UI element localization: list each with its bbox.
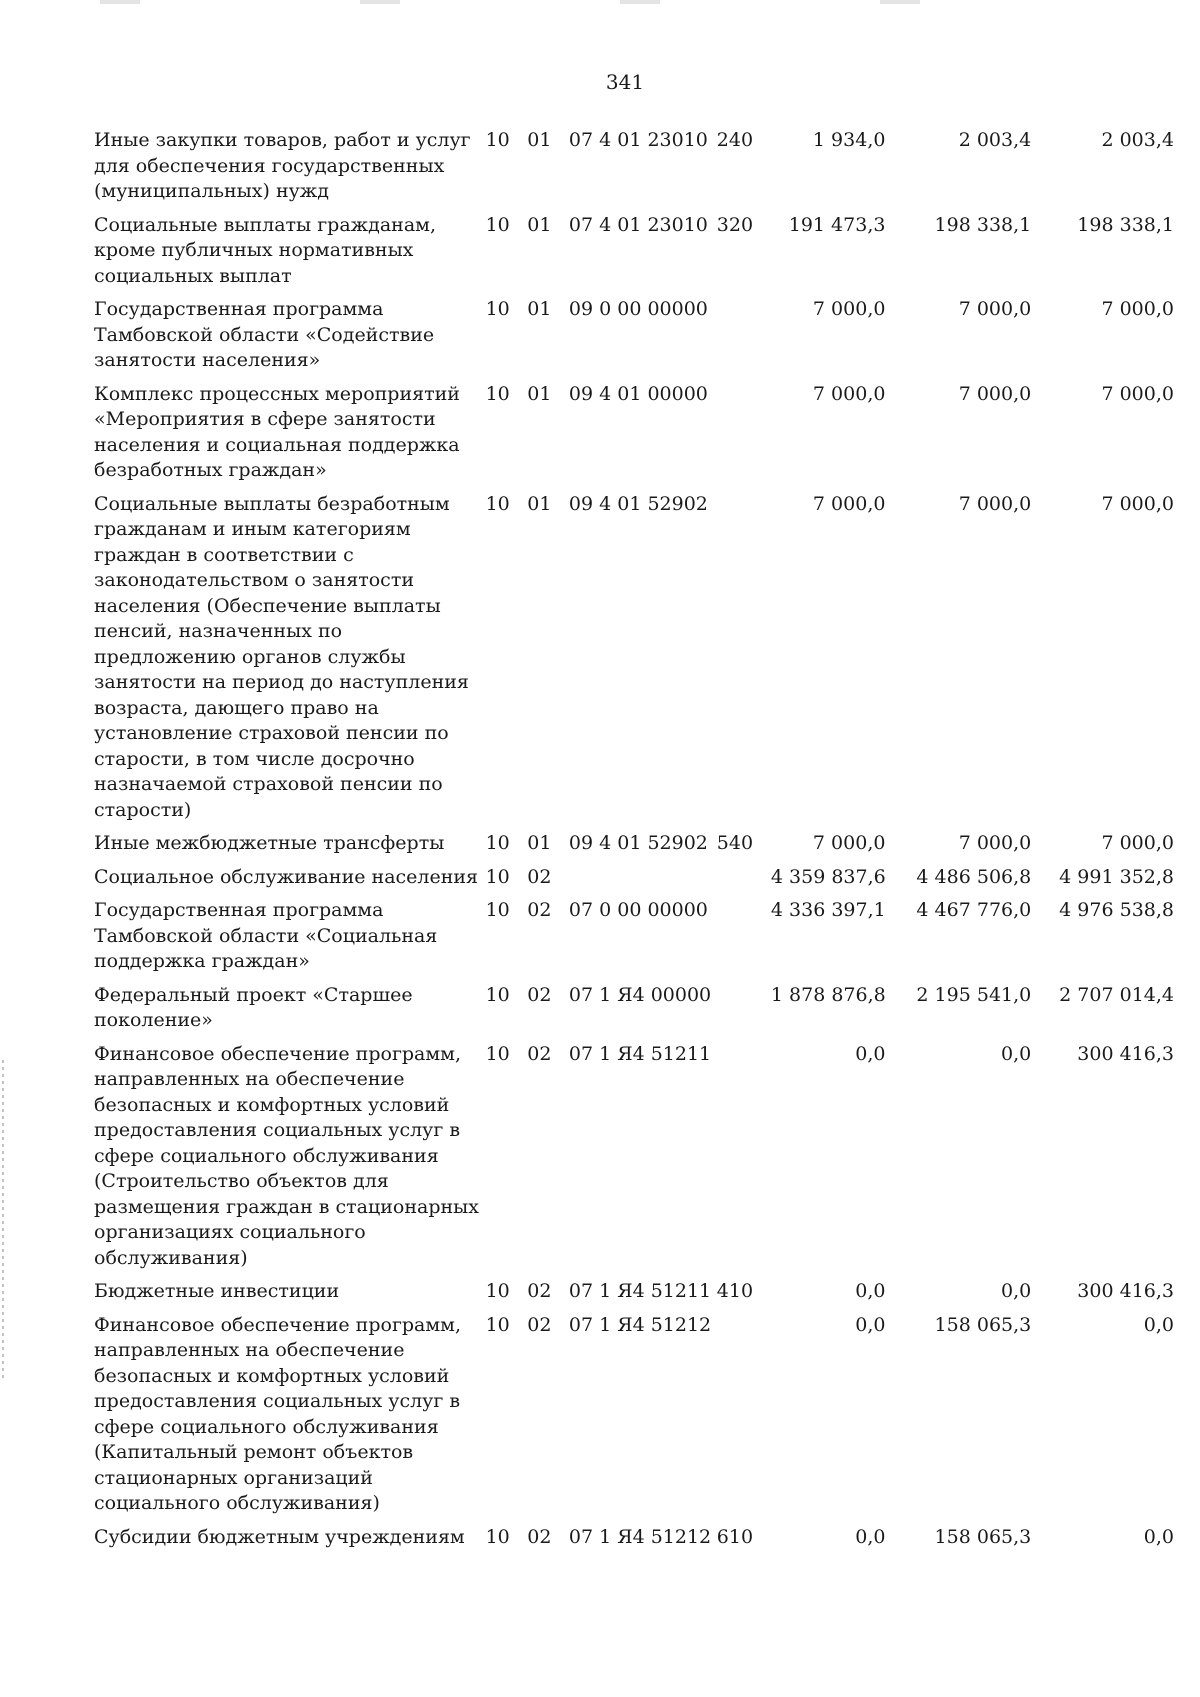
amount-year-3-cell: 198 338,1 [1077,213,1174,236]
amount-year-2-cell: 7 000,0 [958,832,1032,854]
section-code-cell: 10 [485,983,510,1006]
table-row [94,297,1174,382]
table-row [94,831,1174,865]
subsection-code-cell: 01 [527,129,552,151]
amount-year-3-cell: 4 991 352,8 [1059,865,1174,888]
subsection-code-cell: 01 [527,298,552,320]
row-name-cell: Государственная программа Тамбовской области «Содействие занятости населения» [94,298,435,371]
table-row [94,1313,1174,1525]
amount-year-2-cell: 158 065,3 [934,1313,1032,1336]
target-article-cell: 07 1 Я4 51212 [568,1525,712,1548]
expense-type-cell [717,1042,771,1280]
row-name-cell: Комплекс процессных мероприятий «Мероприятия в сфере занятости населения и социальная поддержка безработных граждан» [94,382,460,481]
amount-year-3-cell: 300 416,3 [1077,1280,1174,1302]
row-name-cell: Субсидии бюджетным учреждениям [94,1525,465,1548]
table-row [94,382,1174,492]
target-article-cell: 07 0 00 00000 [568,899,708,921]
subsection-code-cell: 01 [527,382,552,405]
expense-type-cell [717,1313,771,1525]
section-code-cell: 10 [485,129,510,151]
amount-year-1-cell: 7 000,0 [812,832,886,854]
row-name-cell: Федеральный проект «Старшее поколение» [94,983,413,1031]
row-name-cell: Финансовое обеспечение программ, направленных на обеспечение безопасных и комфортных условий предоставления социальных услуг в сфере социального обслуживания (Строительство объектов для размещения граждан в стационарных организациях социального обслуживания) [94,1042,479,1269]
expense-type-cell [717,382,771,492]
expense-type-cell: 410 [716,1280,754,1302]
section-code-cell: 10 [485,865,510,888]
target-article-cell: 07 4 01 23010 [568,129,708,151]
amount-year-3-cell: 300 416,3 [1077,1042,1174,1065]
page-number: 341 [605,70,645,94]
amount-year-1-cell: 7 000,0 [812,382,886,405]
budget-table-body [94,128,1174,1558]
amount-year-1-cell: 7 000,0 [812,298,886,320]
section-code-cell: 10 [485,1525,510,1548]
table-row [94,865,1174,899]
amount-year-2-cell: 7 000,0 [958,492,1032,515]
section-code-cell: 10 [485,1313,510,1336]
subsection-code-cell: 02 [527,865,552,888]
amount-year-1-cell: 191 473,3 [788,213,886,236]
target-article-cell: 09 4 01 00000 [568,382,708,405]
row-name-cell: Иные межбюджетные трансферты [94,832,445,854]
expense-type-cell [717,898,771,983]
amount-year-2-cell: 7 000,0 [958,382,1032,405]
scan-edge-artifact [100,0,1060,4]
expense-type-cell: 240 [716,129,754,151]
amount-year-3-cell: 0,0 [1143,1313,1174,1336]
subsection-code-cell: 02 [527,1525,552,1548]
table-row [94,983,1174,1042]
scan-margin-artifact [2,1060,4,1380]
table-row [94,1525,1174,1559]
expense-type-cell [717,983,771,1042]
amount-year-2-cell: 2 195 541,0 [916,983,1032,1006]
target-article-cell [569,865,717,899]
amount-year-1-cell: 4 359 837,6 [770,865,886,888]
amount-year-2-cell: 158 065,3 [934,1525,1032,1548]
amount-year-2-cell: 0,0 [1001,1042,1032,1065]
target-article-cell: 07 1 Я4 51211 [568,1280,712,1302]
target-article-cell: 07 1 Я4 51211 [568,1042,712,1065]
amount-year-3-cell: 0,0 [1143,1525,1174,1548]
expense-type-cell [717,492,771,832]
section-code-cell: 10 [485,1280,510,1302]
amount-year-2-cell: 4 467 776,0 [916,899,1032,921]
amount-year-1-cell: 0,0 [855,1280,886,1302]
section-code-cell: 10 [485,1042,510,1065]
subsection-code-cell: 02 [527,1042,552,1065]
subsection-code-cell: 02 [527,983,552,1006]
amount-year-1-cell: 1 934,0 [812,129,886,151]
row-name-cell: Социальные выплаты безработным гражданам и иным категориям граждан в соответствии с законодательством о занятости населения (Обеспечение выплаты пенсий, назначенных по предложению органов службы занятости на период до наступления возраста, дающего право на установление страховой пенсии по старости, в том числе досрочно назначаемой страховой пенсии по старости) [94,492,469,821]
amount-year-1-cell: 0,0 [855,1042,886,1065]
amount-year-2-cell: 2 003,4 [958,129,1032,151]
table-row [94,1042,1174,1280]
amount-year-3-cell: 7 000,0 [1101,492,1174,515]
row-name-cell: Социальные выплаты гражданам, кроме публичных нормативных социальных выплат [94,213,436,287]
row-name-cell: Финансовое обеспечение программ, направленных на обеспечение безопасных и комфортных условий предоставления социальных услуг в сфере социального обслуживания (Капитальный ремонт объектов стационарных организаций социального обслуживания) [94,1313,461,1514]
section-code-cell: 10 [485,899,510,921]
target-article-cell: 07 4 01 23010 [568,213,708,236]
section-code-cell: 10 [485,298,510,320]
subsection-code-cell: 02 [527,1280,552,1302]
subsection-code-cell: 02 [527,899,552,921]
section-code-cell: 10 [485,492,510,515]
row-name-cell: Социальное обслуживание населения [94,865,479,888]
amount-year-3-cell: 2 707 014,4 [1059,983,1174,1006]
amount-year-3-cell: 7 000,0 [1101,382,1174,405]
expense-type-cell: 320 [716,213,754,236]
section-code-cell: 10 [485,213,510,236]
budget-table [94,128,1174,1558]
table-row [94,213,1174,298]
amount-year-1-cell: 1 878 876,8 [770,983,886,1006]
expense-type-cell [717,865,771,899]
subsection-code-cell: 01 [527,832,552,854]
subsection-code-cell: 02 [527,1313,552,1336]
table-row [94,492,1174,832]
amount-year-1-cell: 0,0 [855,1313,886,1336]
amount-year-3-cell: 7 000,0 [1101,298,1174,320]
table-row [94,1279,1174,1313]
row-name-cell: Иные закупки товаров, работ и услуг для обеспечения государственных (муниципальных) нужд [94,129,471,202]
table-row [94,898,1174,983]
expense-type-cell: 540 [716,832,754,854]
section-code-cell: 10 [485,382,510,405]
row-name-cell: Бюджетные инвестиции [94,1280,340,1302]
target-article-cell: 07 1 Я4 00000 [568,983,712,1006]
target-article-cell: 09 4 01 52902 [568,832,708,854]
amount-year-2-cell: 7 000,0 [958,298,1032,320]
expense-type-cell: 610 [716,1525,754,1548]
expense-type-cell [717,297,771,382]
amount-year-2-cell: 0,0 [1001,1280,1032,1302]
amount-year-1-cell: 4 336 397,1 [770,899,886,921]
section-code-cell: 10 [485,832,510,854]
table-row [94,128,1174,213]
amount-year-3-cell: 2 003,4 [1101,129,1174,151]
subsection-code-cell: 01 [527,492,552,515]
target-article-cell: 07 1 Я4 51212 [568,1313,712,1336]
target-article-cell: 09 0 00 00000 [568,298,708,320]
amount-year-2-cell: 198 338,1 [934,213,1032,236]
amount-year-1-cell: 7 000,0 [812,492,886,515]
amount-year-3-cell: 7 000,0 [1101,832,1174,854]
target-article-cell: 09 4 01 52902 [568,492,708,515]
amount-year-3-cell: 4 976 538,8 [1059,899,1174,921]
row-name-cell: Государственная программа Тамбовской области «Социальная поддержка граждан» [94,899,438,972]
amount-year-2-cell: 4 486 506,8 [916,865,1032,888]
subsection-code-cell: 01 [527,213,552,236]
amount-year-1-cell: 0,0 [855,1525,886,1548]
